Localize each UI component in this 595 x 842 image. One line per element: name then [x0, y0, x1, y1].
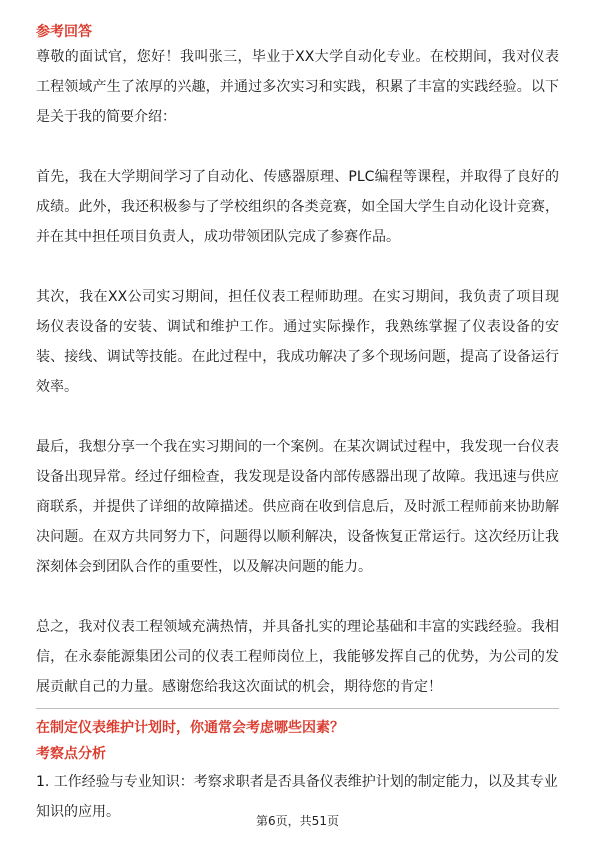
paragraph-internship: 其次，我在XX公司实习期间，担任仪表工程师助理。在实习期间，我负责了项目现场仪表设备的安装、调试和维护工作。通过实际操作，我熟练掌握了仪表设备的安装、接线、调试等技能。在此过程中，我成功解决了多个现场问题，提高了设备运行效率。 [36, 289, 559, 395]
paragraph-conclusion: 总之，我对仪表工程领域充满热情，并具备扎实的理论基础和丰富的实践经验。我相信，在永泰能源集团公司的仪表工程师岗位上，我能够发挥自己的优势，为公司的发展贡献自己的力量。感谢您给我这次面试的机会，期待您的肯定！ [36, 619, 559, 695]
page-footer: 第6页，共51页 [256, 814, 339, 828]
paragraph-case: 最后，我想分享一个我在实习期间的一个案例。在某次调试过程中，我发现一台仪表设备出现异常。经过仔细检查，我发现是设备内部传感器出现了故障。我迅速与供应商联系，并提供了详细的故障描述。供应商在收到信息后，及时派工程师前来协助解决问题。在双方共同努力下，问题得以顺利解决，设备恢复正常运行。这次经历让我深刻体会到团队合作的重要性，以及解决问题的能力。 [36, 439, 559, 575]
paragraph-gap [36, 402, 559, 432]
question-heading: 在制定仪表维护计划时，你通常会考虑哪些因素？ [36, 720, 344, 736]
paragraph-education: 首先，我在大学期间学习了自动化、传感器原理、PLC编程等课程，并取得了良好的成绩。此外，我还积极参与了学校组织的各类竞赛，如全国大学生自动化设计竞赛，并在其中担任项目负责人，成功带领团队完成了参赛作品。 [36, 169, 559, 245]
section-divider [36, 708, 559, 709]
paragraph-gap [36, 582, 559, 612]
paragraph-gap [36, 252, 559, 282]
answer-heading: 参考回答 [36, 24, 92, 40]
analysis-heading: 考察点分析 [36, 746, 106, 762]
paragraph-intro: 尊敬的面试官，您好！我叫张三，毕业于XX大学自动化专业。在校期间，我对仪表工程领域产生了浓厚的兴趣，并通过多次实习和实践，积累了丰富的实践经验。以下是关于我的简要介绍： [36, 49, 559, 125]
paragraph-gap [36, 132, 559, 162]
analysis-point: 1. 工作经验与专业知识：考察求职者是否具备仪表维护计划的制定能力，以及其专业知识的应用。 [36, 774, 558, 820]
document-body [36, 22, 559, 827]
